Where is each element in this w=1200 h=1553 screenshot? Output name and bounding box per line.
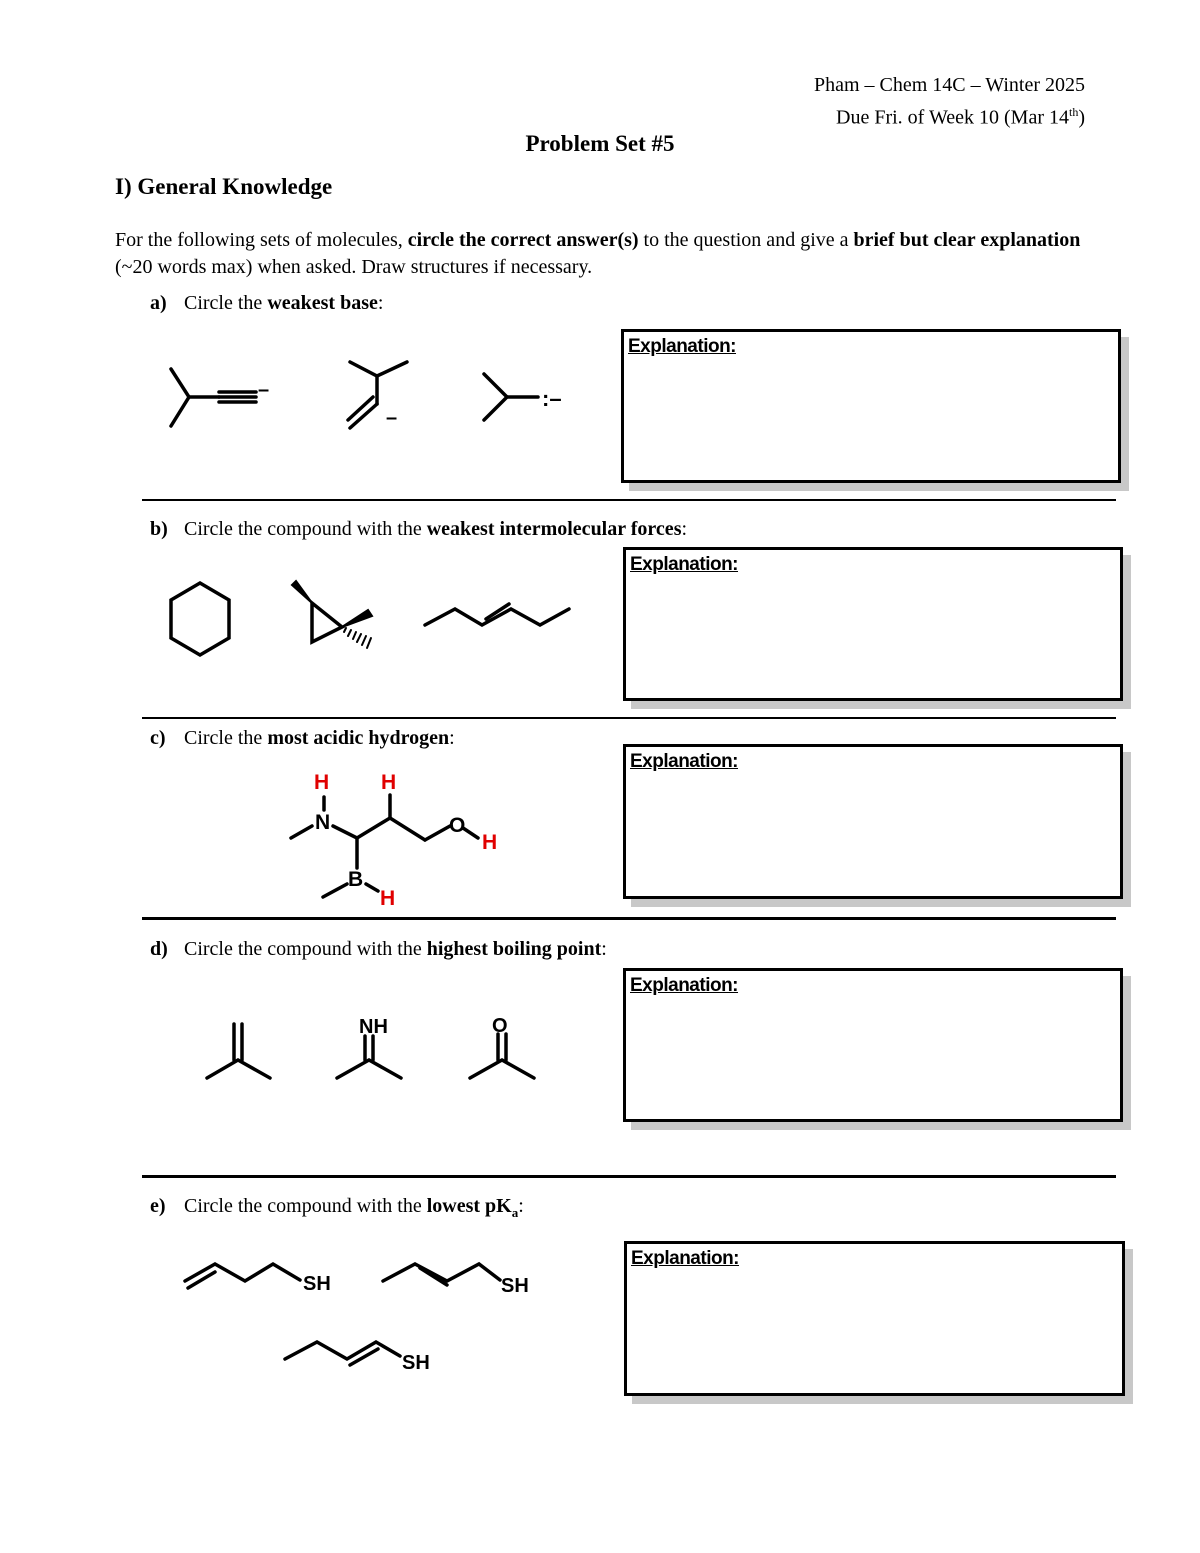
explanation-label: Explanation: xyxy=(630,975,739,996)
molecule-b2[interactable] xyxy=(292,581,372,648)
explanation-label: Explanation: xyxy=(628,336,737,357)
oxygen-atom-label: O xyxy=(449,814,466,837)
oxygen-atom-label: O xyxy=(492,1015,508,1037)
question-a: a) Circle the weakest base: xyxy=(150,292,384,314)
charge-label: – xyxy=(258,379,270,401)
question-c: c) Circle the most acidic hydrogen: xyxy=(150,727,455,749)
explanation-label: Explanation: xyxy=(630,751,739,772)
molecule-d2[interactable] xyxy=(337,1016,401,1078)
molecule-a2[interactable] xyxy=(348,362,407,429)
explanation-label: Explanation: xyxy=(631,1248,740,1269)
molecule-d3[interactable] xyxy=(470,1015,534,1078)
molecule-e1[interactable] xyxy=(185,1264,331,1295)
molecule-e2[interactable] xyxy=(383,1264,529,1297)
molecule-b3[interactable] xyxy=(425,604,569,625)
molecule-a1[interactable] xyxy=(171,369,269,426)
molecule-b1[interactable] xyxy=(171,583,229,655)
nitrogen-atom-label: N xyxy=(315,811,331,834)
hydrogen-on-oxygen[interactable]: H xyxy=(482,831,498,854)
sh-group-label: SH xyxy=(501,1275,529,1297)
course-line: Pham – Chem 14C – Winter 2025 xyxy=(813,74,1085,96)
nh-group-label: NH xyxy=(359,1016,388,1038)
explanation-label: Explanation: xyxy=(630,554,739,575)
section-heading: I) General Knowledge xyxy=(115,174,333,199)
molecule-d1[interactable] xyxy=(207,1024,270,1078)
due-date-line: Due Fri. of Week 10 (Mar 14th) xyxy=(836,105,1085,129)
hydrogen-on-carbon[interactable]: H xyxy=(381,771,397,794)
molecule-a3[interactable] xyxy=(484,374,562,420)
molecule-c[interactable] xyxy=(291,771,497,910)
charge-label: – xyxy=(386,407,398,429)
boron-atom-label: B xyxy=(348,868,364,891)
question-b: b) Circle the compound with the weakest intermolecular forces: xyxy=(150,518,688,540)
sh-group-label: SH xyxy=(402,1352,430,1374)
question-e: e) Circle the compound with the lowest $pK_a$: xyxy=(150,1195,524,1220)
hydrogen-on-boron[interactable]: H xyxy=(380,887,396,910)
lone-pair-charge-label: :– xyxy=(542,386,562,411)
hydrogen-on-nitrogen[interactable]: H xyxy=(314,771,330,794)
question-d: d) Circle the compound with the highest boiling point: xyxy=(150,938,607,960)
molecule-e3[interactable] xyxy=(285,1342,430,1374)
page-title: Problem Set #5 xyxy=(525,131,675,156)
sh-group-label: SH xyxy=(303,1273,331,1295)
instructions: For the following sets of molecules, circle the correct answer(s) to the question and give a brief but clear explanation (~20 words max) when asked. Draw structures if necessary. xyxy=(115,229,1081,278)
